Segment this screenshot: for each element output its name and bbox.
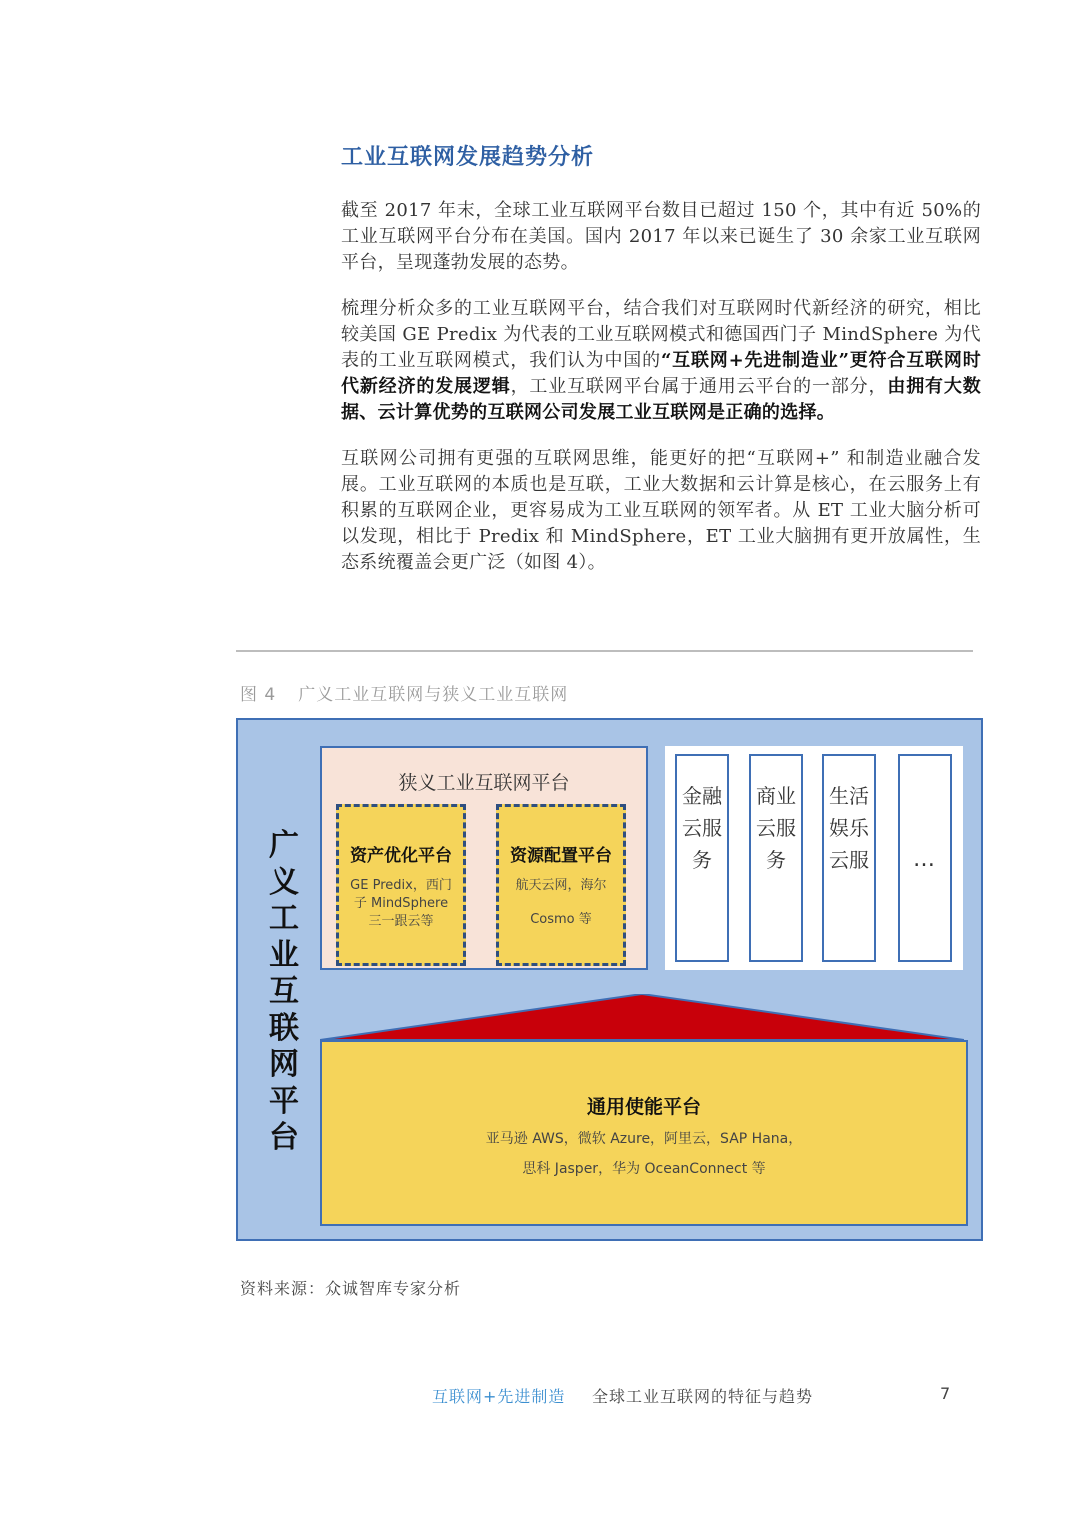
narrow-platform-title: 狭义工业互联网平台	[398, 772, 570, 794]
paragraph-1: 截至 2017 年末，全球工业互联网平台数目已超过 150 个，其中有近 50%的工业互联网平台分布在美国。国内 2017 年以来已诞生了 30 余家工业互联网平台，呈现蓬勃发展的态势。	[341, 200, 981, 273]
footer-brand: 互联网+先进制造	[432, 1387, 566, 1406]
paragraph-3: 互联网公司拥有更强的互联网思维，能更好的把“互联网+” 和制造业融合发展。工业互联网的本质也是互联，工业大数据和云计算是核心，在云服务上有积累的互联网企业，更容易成为工业互联网的领军者。从 ET 工业大脑分析可以发现，相比于 Predix 和 MindSphere，ET 工业大脑拥有更开放属性，生态系统覆盖会更广泛（如图 4）。	[341, 448, 981, 573]
finance-cloud-service: 金融云服务	[675, 754, 729, 962]
resource-allocation-text	[507, 877, 615, 929]
paragraph-2	[341, 296, 981, 426]
resource-allocation-title: 资源配置平台	[510, 846, 612, 866]
source-note: 资料来源：众诚智库专家分析	[240, 1279, 462, 1298]
asset-line-1: GE Predix，西门	[350, 878, 452, 893]
figure-caption	[240, 680, 568, 705]
more-services: …	[898, 754, 952, 962]
business-cloud-service: 商业云服务	[749, 754, 803, 962]
general-platform-title: 通用使能平台	[586, 1096, 701, 1118]
lifestyle-entertainment-cloud-service: 生活娱乐云服	[822, 754, 876, 962]
paragraph-2-bold-a: “互联网+先进制造业”更符合互联网时代新经济的发展逻辑	[341, 350, 981, 397]
footer-title: 全球工业互联网的特征与趋势	[592, 1387, 814, 1406]
resource-line-2: Cosmo 等	[530, 912, 592, 927]
asset-line-3: 三一跟云等	[368, 914, 434, 929]
general-platform-line-1: 亚马逊 AWS，微软 Azure，阿里云，SAP Hana，	[485, 1131, 803, 1147]
red-triangle	[320, 994, 964, 1040]
paragraph-2-bold-b: 由拥有大数据、云计算优势的互联网公司发展工业互联网是正确的选择。	[341, 376, 982, 423]
asset-optimization-box	[336, 804, 466, 966]
figure-number: 图 4	[240, 685, 277, 705]
figure-diagram	[236, 718, 983, 1241]
divider	[236, 650, 973, 652]
asset-line-2: 子 MindSphere	[353, 896, 449, 911]
cloud-services-panel	[665, 746, 963, 970]
section-title: 工业互联网发展趋势分析	[341, 145, 595, 170]
asset-optimization-text	[347, 877, 455, 931]
paragraph-2-text-b: ，工业互联网平台属于通用云平台的一部分，	[510, 376, 888, 397]
page-number: 7	[940, 1384, 951, 1403]
general-platform-line-2: 思科 Jasper，华为 OceanConnect 等	[522, 1161, 766, 1177]
paragraph-2-text-a: 梳理分析众多的工业互联网平台，结合我们对互联网时代新经济的研究，相比较美国 GE Predix 为代表的工业互联网模式和德国西门子 MindSphere 为代表的工业互联网模式，我们认为中国的	[341, 298, 981, 371]
narrow-platform-box	[320, 746, 648, 970]
broad-platform-label: 广义工业互联网平台	[269, 828, 299, 1155]
asset-optimization-title: 资产优化平台	[350, 846, 452, 866]
resource-line-1: 航天云网，海尔	[515, 878, 607, 893]
resource-allocation-box	[496, 804, 626, 966]
general-enabling-platform	[320, 1040, 968, 1226]
figure-caption-text: 广义工业互联网与狭义工业互联网	[298, 685, 569, 705]
